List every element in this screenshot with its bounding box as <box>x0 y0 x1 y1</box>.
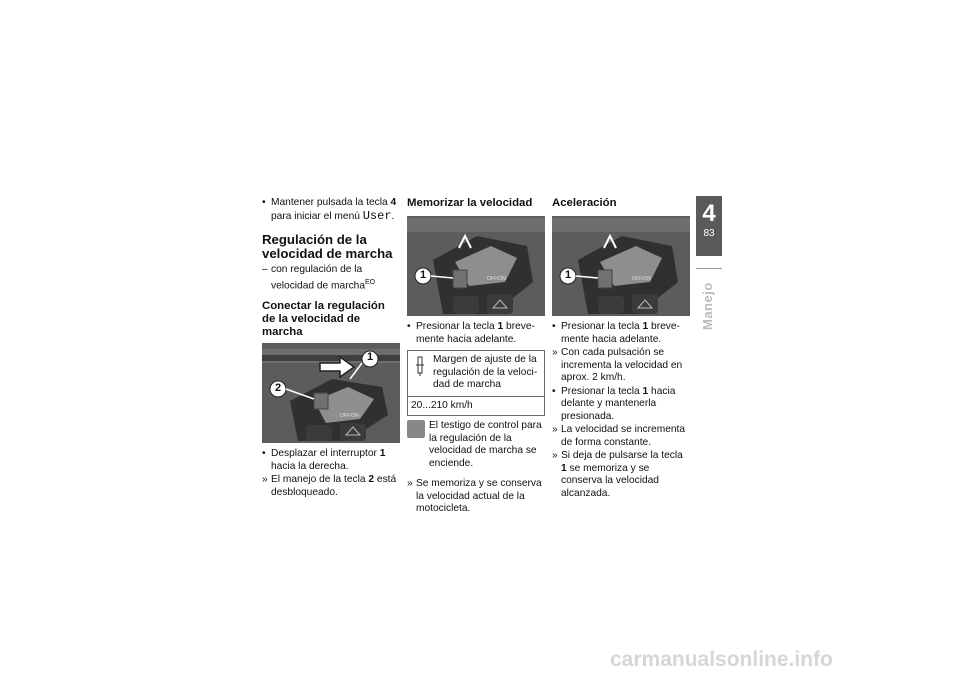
key-ref: 1 <box>561 462 567 474</box>
key-ref: 4 <box>390 197 397 208</box>
result-item <box>552 450 690 500</box>
bullet-text: para iniciar el menú <box>271 210 363 222</box>
result-marker: » <box>552 450 558 461</box>
bullet-text: Presionar la tecla <box>561 321 643 332</box>
bullet-marker: • <box>262 448 266 460</box>
spec-box-title: Margen de ajuste de la regulación de la velocidad de marcha <box>433 354 538 390</box>
bullet-item <box>407 321 545 346</box>
result-marker: » <box>407 478 413 489</box>
bullet-text: Mantener pulsada la tecla <box>271 197 391 208</box>
section-heading: Aceleración <box>552 197 617 209</box>
section-heading: Memorizar la velocidad <box>407 197 533 209</box>
section-heading: Regulación de la velocidad de marcha <box>262 232 393 261</box>
callout-1: 1 <box>367 351 374 364</box>
page-number: 83 <box>703 228 715 239</box>
chapter-number: 4 <box>702 200 716 227</box>
chapter-tab <box>696 196 722 256</box>
result-text: está desbloqueado. <box>271 474 397 498</box>
switch-photo-acceleration <box>552 216 690 316</box>
bullet-text: Presionar la tecla <box>561 385 643 397</box>
equipment-code: EO <box>365 278 376 286</box>
bullet-text: brevemente hacia adelante. <box>561 321 680 345</box>
result-text: El manejo de la tecla <box>271 474 369 486</box>
watermark: carmanualsonline.info <box>610 648 833 671</box>
result-item <box>407 478 545 516</box>
result-item <box>552 347 690 385</box>
condition-text: con regulación de la velocidad de marcha <box>271 264 366 291</box>
warning-row <box>407 420 545 470</box>
bullet-text: brevemente hacia adelante. <box>416 321 535 345</box>
result-marker: » <box>262 474 268 486</box>
switch-label: OFF/ON <box>340 413 359 420</box>
switch-label: OFF/ON <box>632 276 651 282</box>
callout-2: 2 <box>275 382 282 395</box>
punctuation: . <box>391 210 395 222</box>
column-3 <box>552 197 690 501</box>
result-text: Se memoriza y se conserva la velocidad actual de la motocicleta. <box>416 478 542 514</box>
bullet-marker: • <box>262 197 266 208</box>
key-ref: 1 <box>379 448 386 460</box>
bullet-text: hacia la derecha. <box>271 460 349 472</box>
result-marker: » <box>552 424 558 435</box>
dash-marker: – <box>262 264 268 275</box>
adjustment-icon <box>414 355 426 377</box>
result-text: Si deja de pulsarse la tecla <box>561 450 683 461</box>
key-ref: 2 <box>368 474 375 486</box>
cruise-control-indicator-icon <box>407 420 425 438</box>
callout-1: 1 <box>420 269 427 281</box>
result-marker: » <box>552 347 558 358</box>
warning-text: El testigo de control para la regulación de la velocidad de marcha se enciende. <box>429 420 542 469</box>
result-text: se memoriza y se conserva la velocidad alcanzada. <box>561 462 659 499</box>
result-text: Con cada pulsación se incrementa la velocidad en aprox. 2 km/h. <box>561 347 683 383</box>
result-item <box>552 424 690 449</box>
switch-photo-memorize <box>407 216 545 316</box>
bullet-text: Presionar la tecla <box>416 321 498 332</box>
bullet-item <box>262 197 400 223</box>
callout-1: 1 <box>565 269 572 281</box>
chapter-title: Manejo <box>700 282 715 330</box>
spec-box <box>407 350 545 416</box>
subsection-heading: Conectar la regulación de la velocidad de marcha <box>262 300 385 339</box>
spec-box-value: 20...210 km/h <box>411 399 473 411</box>
bullet-marker: • <box>552 385 556 397</box>
result-text: La velocidad se incrementa de forma constante. <box>561 424 686 448</box>
handlebar-switch-photo <box>262 343 400 443</box>
bullet-marker: • <box>407 321 411 332</box>
result-item <box>262 474 400 499</box>
bullet-item <box>262 448 400 473</box>
bullet-marker: • <box>552 321 556 332</box>
spec-box-header <box>408 351 544 397</box>
menu-name: User <box>362 208 392 223</box>
condition-item <box>262 264 400 292</box>
bullet-item <box>552 386 690 424</box>
bullet-text: hacia delante y mantenerla presionada. <box>561 385 676 422</box>
bullet-item <box>552 321 690 346</box>
key-ref: 1 <box>642 321 649 332</box>
bullet-text: Desplazar el interruptor <box>271 448 380 460</box>
column-2 <box>407 197 545 517</box>
key-ref: 1 <box>642 385 649 397</box>
key-ref: 1 <box>497 321 504 332</box>
switch-label: OFF/ON <box>487 276 506 282</box>
column-1 <box>262 197 400 500</box>
chapter-divider <box>696 268 722 269</box>
